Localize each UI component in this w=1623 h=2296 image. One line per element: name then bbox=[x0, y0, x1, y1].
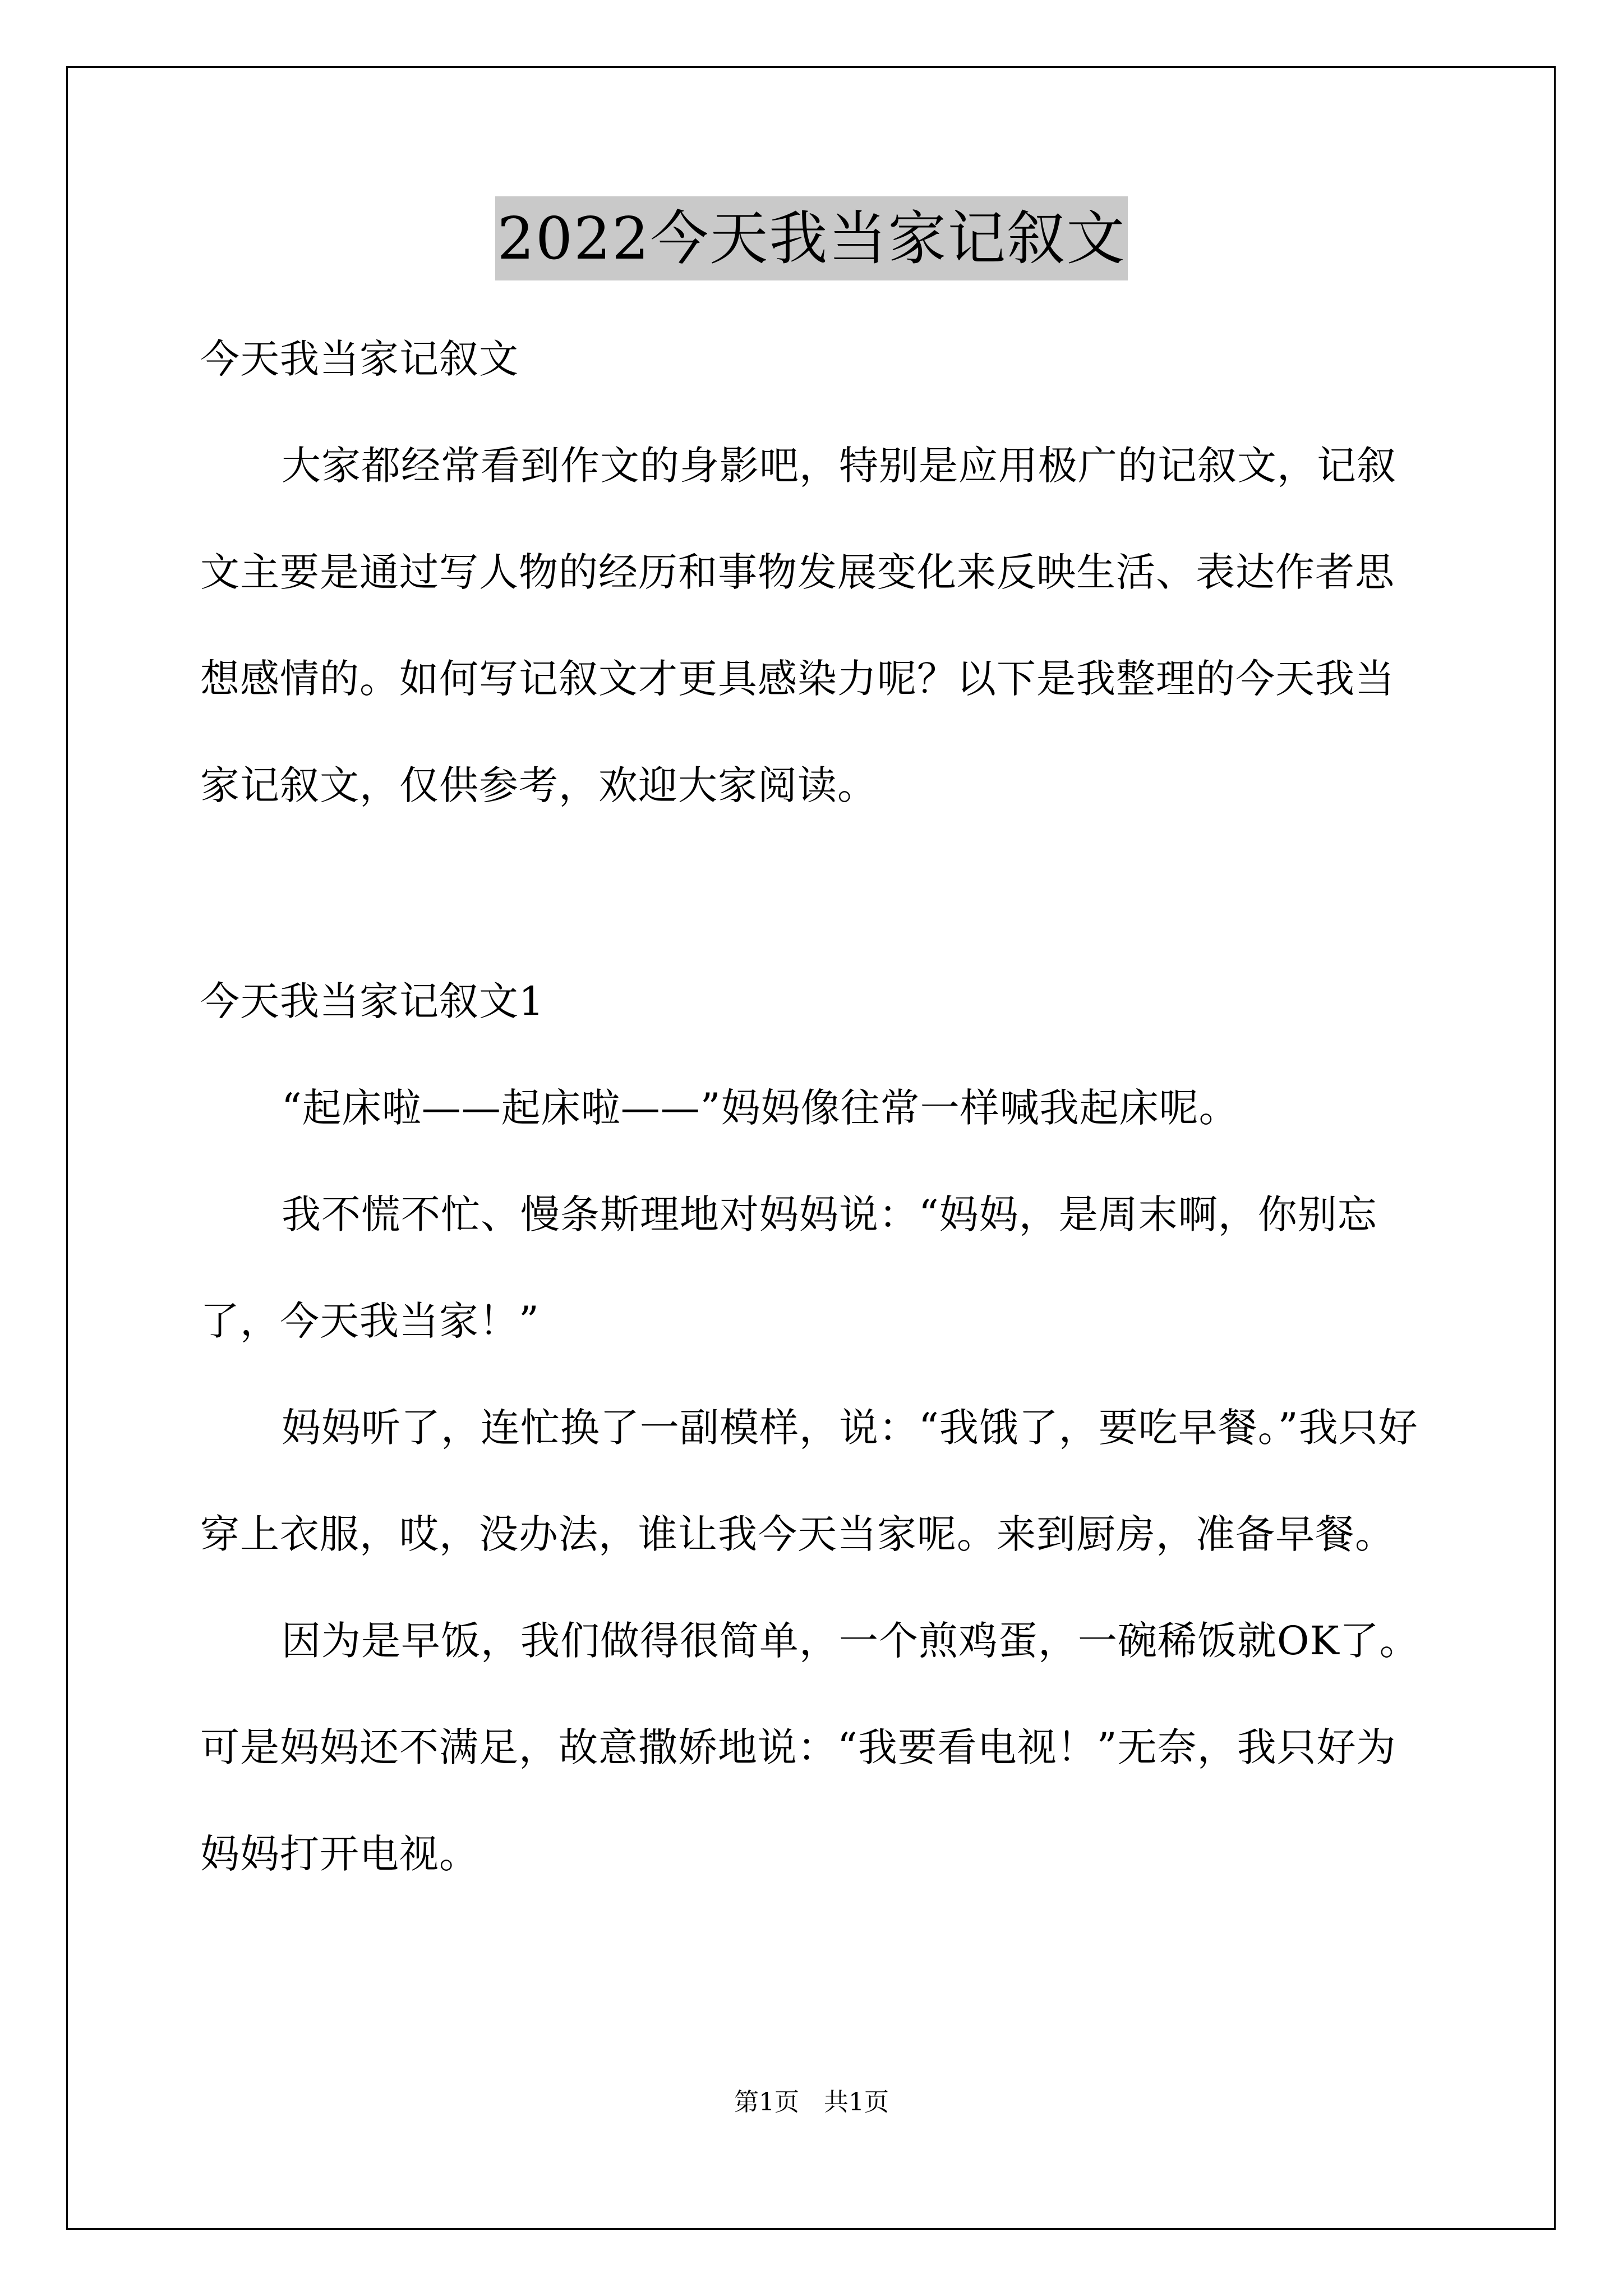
document-body bbox=[200, 306, 1434, 1907]
page-number: 第1页 共1页 bbox=[734, 2088, 889, 2116]
paragraph: 我不慌不忙、慢条斯理地对妈妈说：“妈妈，是周末啊，你别忘了，今天我当家！” bbox=[200, 1191, 1377, 1344]
intro-paragraph: 大家都经常看到作文的身影吧，特别是应用极广的记叙文，记叙文主要是通过写人物的经历和事物发展变化来反映生活、表达作者思想感情的。如何写记叙文才更具感染力呢？以下是我整理的今天我当家记叙文，仅供参考，欢迎大家阅读。 bbox=[200, 443, 1396, 808]
paragraph: 妈妈听了，连忙换了一副模样，说：“我饿了，要吃早餐。”我只好穿上衣服，哎，没办法，谁让我今天当家呢。来到厨房，准备早餐。 bbox=[200, 1405, 1418, 1557]
page-footer bbox=[0, 2086, 1623, 2119]
paragraph: “起床啦——起床啦——”妈妈像往常一样喊我起床呢。 bbox=[282, 1085, 1239, 1131]
subtitle: 今天我当家记叙文 bbox=[200, 336, 519, 382]
paragraph: 因为是早饭，我们做得很简单，一个煎鸡蛋，一碗稀饭就OK了。可是妈妈还不满足，故意撒娇地说：“我要看电视！”无奈，我只好为妈妈打开电视。 bbox=[200, 1618, 1419, 1877]
title-container bbox=[0, 196, 1623, 280]
section-heading: 今天我当家记叙文1 bbox=[200, 978, 545, 1024]
document-title: 2022今天我当家记叙文 bbox=[495, 196, 1128, 280]
